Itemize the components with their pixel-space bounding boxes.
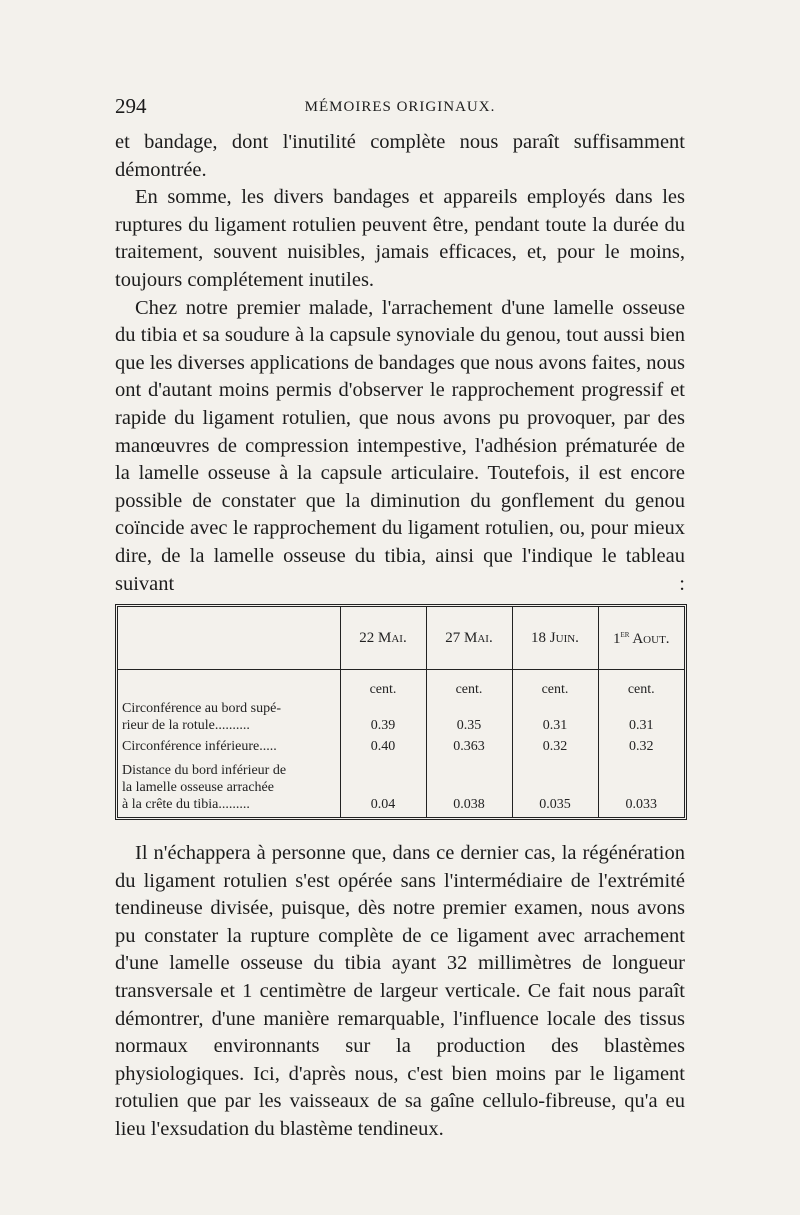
column-header-1er-aout bbox=[598, 607, 684, 670]
table-cell: 0.32 bbox=[512, 734, 598, 755]
row-label: Circonférence inférieure..... bbox=[122, 739, 277, 755]
paragraph-first-patient: Chez notre premier malade, l'arrachement d'une lamelle osseuse du tibia et sa soudure à la capsule synoviale du genou, tout aussi bien que les diverses applications de bandages que nous avons faites, nous ont d'autant moins permis d'observer le rapprochement progressif et rapide du ligament rotulien, que nous avons pu provoquer, par des manœuvres de compression intempestive, l'adhésion prématurée de la lamelle osseuse à la capsule articulaire. Toutefois, il est encore possible de constater que la diminution du gonflement du genou coïncide avec le rapprochement du ligament rotulien, ou, pour mieux dire, de la lamelle osseuse du tibia, ainsi que l'indique le tableau suivant : bbox=[115, 296, 685, 595]
paragraph-continuation: et bandage, dont l'inutilité complète nous paraît suffisamment démontrée. bbox=[115, 131, 685, 181]
table-cell: 0.363 bbox=[426, 734, 512, 755]
row-label: Circonférence au bord supé- rieur de la rotule.......... bbox=[122, 700, 281, 733]
unit-cell: cent. bbox=[512, 670, 598, 698]
column-header-22-mai: 22 Mai. bbox=[340, 607, 426, 670]
table-cell: 0.033 bbox=[598, 755, 684, 817]
table-row bbox=[118, 698, 684, 734]
running-head: MÉMOIRES ORIGINAUX. bbox=[304, 99, 496, 115]
table-row bbox=[118, 755, 684, 817]
table-cell: 0.35 bbox=[426, 698, 512, 734]
unit-row bbox=[118, 670, 684, 698]
table-header-blank bbox=[118, 607, 340, 670]
page-number: 294 bbox=[115, 94, 147, 118]
table-cell: 0.39 bbox=[340, 698, 426, 734]
table-header-row bbox=[118, 607, 684, 670]
column-header-27-mai: 27 Mai. bbox=[426, 607, 512, 670]
table-cell: 0.038 bbox=[426, 755, 512, 817]
unit-cell: cent. bbox=[598, 670, 684, 698]
unit-cell: cent. bbox=[426, 670, 512, 698]
unit-cell: cent. bbox=[340, 670, 426, 698]
column-header-1er-aout-month: Aout. bbox=[632, 630, 670, 647]
table-cell: 0.40 bbox=[340, 734, 426, 755]
body-text-before-table bbox=[115, 129, 685, 598]
table-cell: 0.035 bbox=[512, 755, 598, 817]
paragraph-conclusion: Il n'échappera à personne que, dans ce dernier cas, la régénération du ligament rotulien s'est opérée sans l'intermédiaire de l'extrémité tendineuse divisée, puisque, dès notre premier examen, nous avons pu constater la rupture complète de ce ligament avec arrachement d'une lamelle osseuse du tibia ayant 32 millimètres de longueur transversale et 1 centimètre de largeur verticale. Ce fait nous paraît démontrer, d'une manière remarquable, l'influence locale des tissus normaux environnants sur la production des blastèmes physiologiques. Ici, d'après nous, c'est bien moins par le ligament rotulien que par les vaisseaux de sa gaîne cellulo-fibreuse, qu'a eu lieu l'exsudation du blastème tendineux. bbox=[115, 842, 685, 1140]
column-header-1er-aout-sup: er bbox=[620, 628, 630, 640]
measurement-table bbox=[115, 604, 687, 820]
page-header bbox=[115, 94, 685, 124]
row-label: Distance du bord inférieur de la lamelle osseuse arrachée à la crête du tibia......... bbox=[122, 763, 287, 812]
table-row bbox=[118, 734, 684, 755]
table-cell: 0.31 bbox=[598, 698, 684, 734]
table-cell: 0.31 bbox=[512, 698, 598, 734]
table-cell: 0.32 bbox=[598, 734, 684, 755]
column-header-1er-aout-number: 1 bbox=[612, 630, 621, 647]
paragraph-bandages: En somme, les divers bandages et appareils employés dans les ruptures du ligament rotulien peuvent être, pendant toute la durée du traitement, souvent nuisibles, jamais efficaces, et, pour le moins, toujours complétement inutiles. bbox=[115, 186, 685, 291]
body-text-after-table bbox=[115, 840, 685, 1144]
column-header-18-juin: 18 Juin. bbox=[512, 607, 598, 670]
table-cell: 0.04 bbox=[340, 755, 426, 817]
